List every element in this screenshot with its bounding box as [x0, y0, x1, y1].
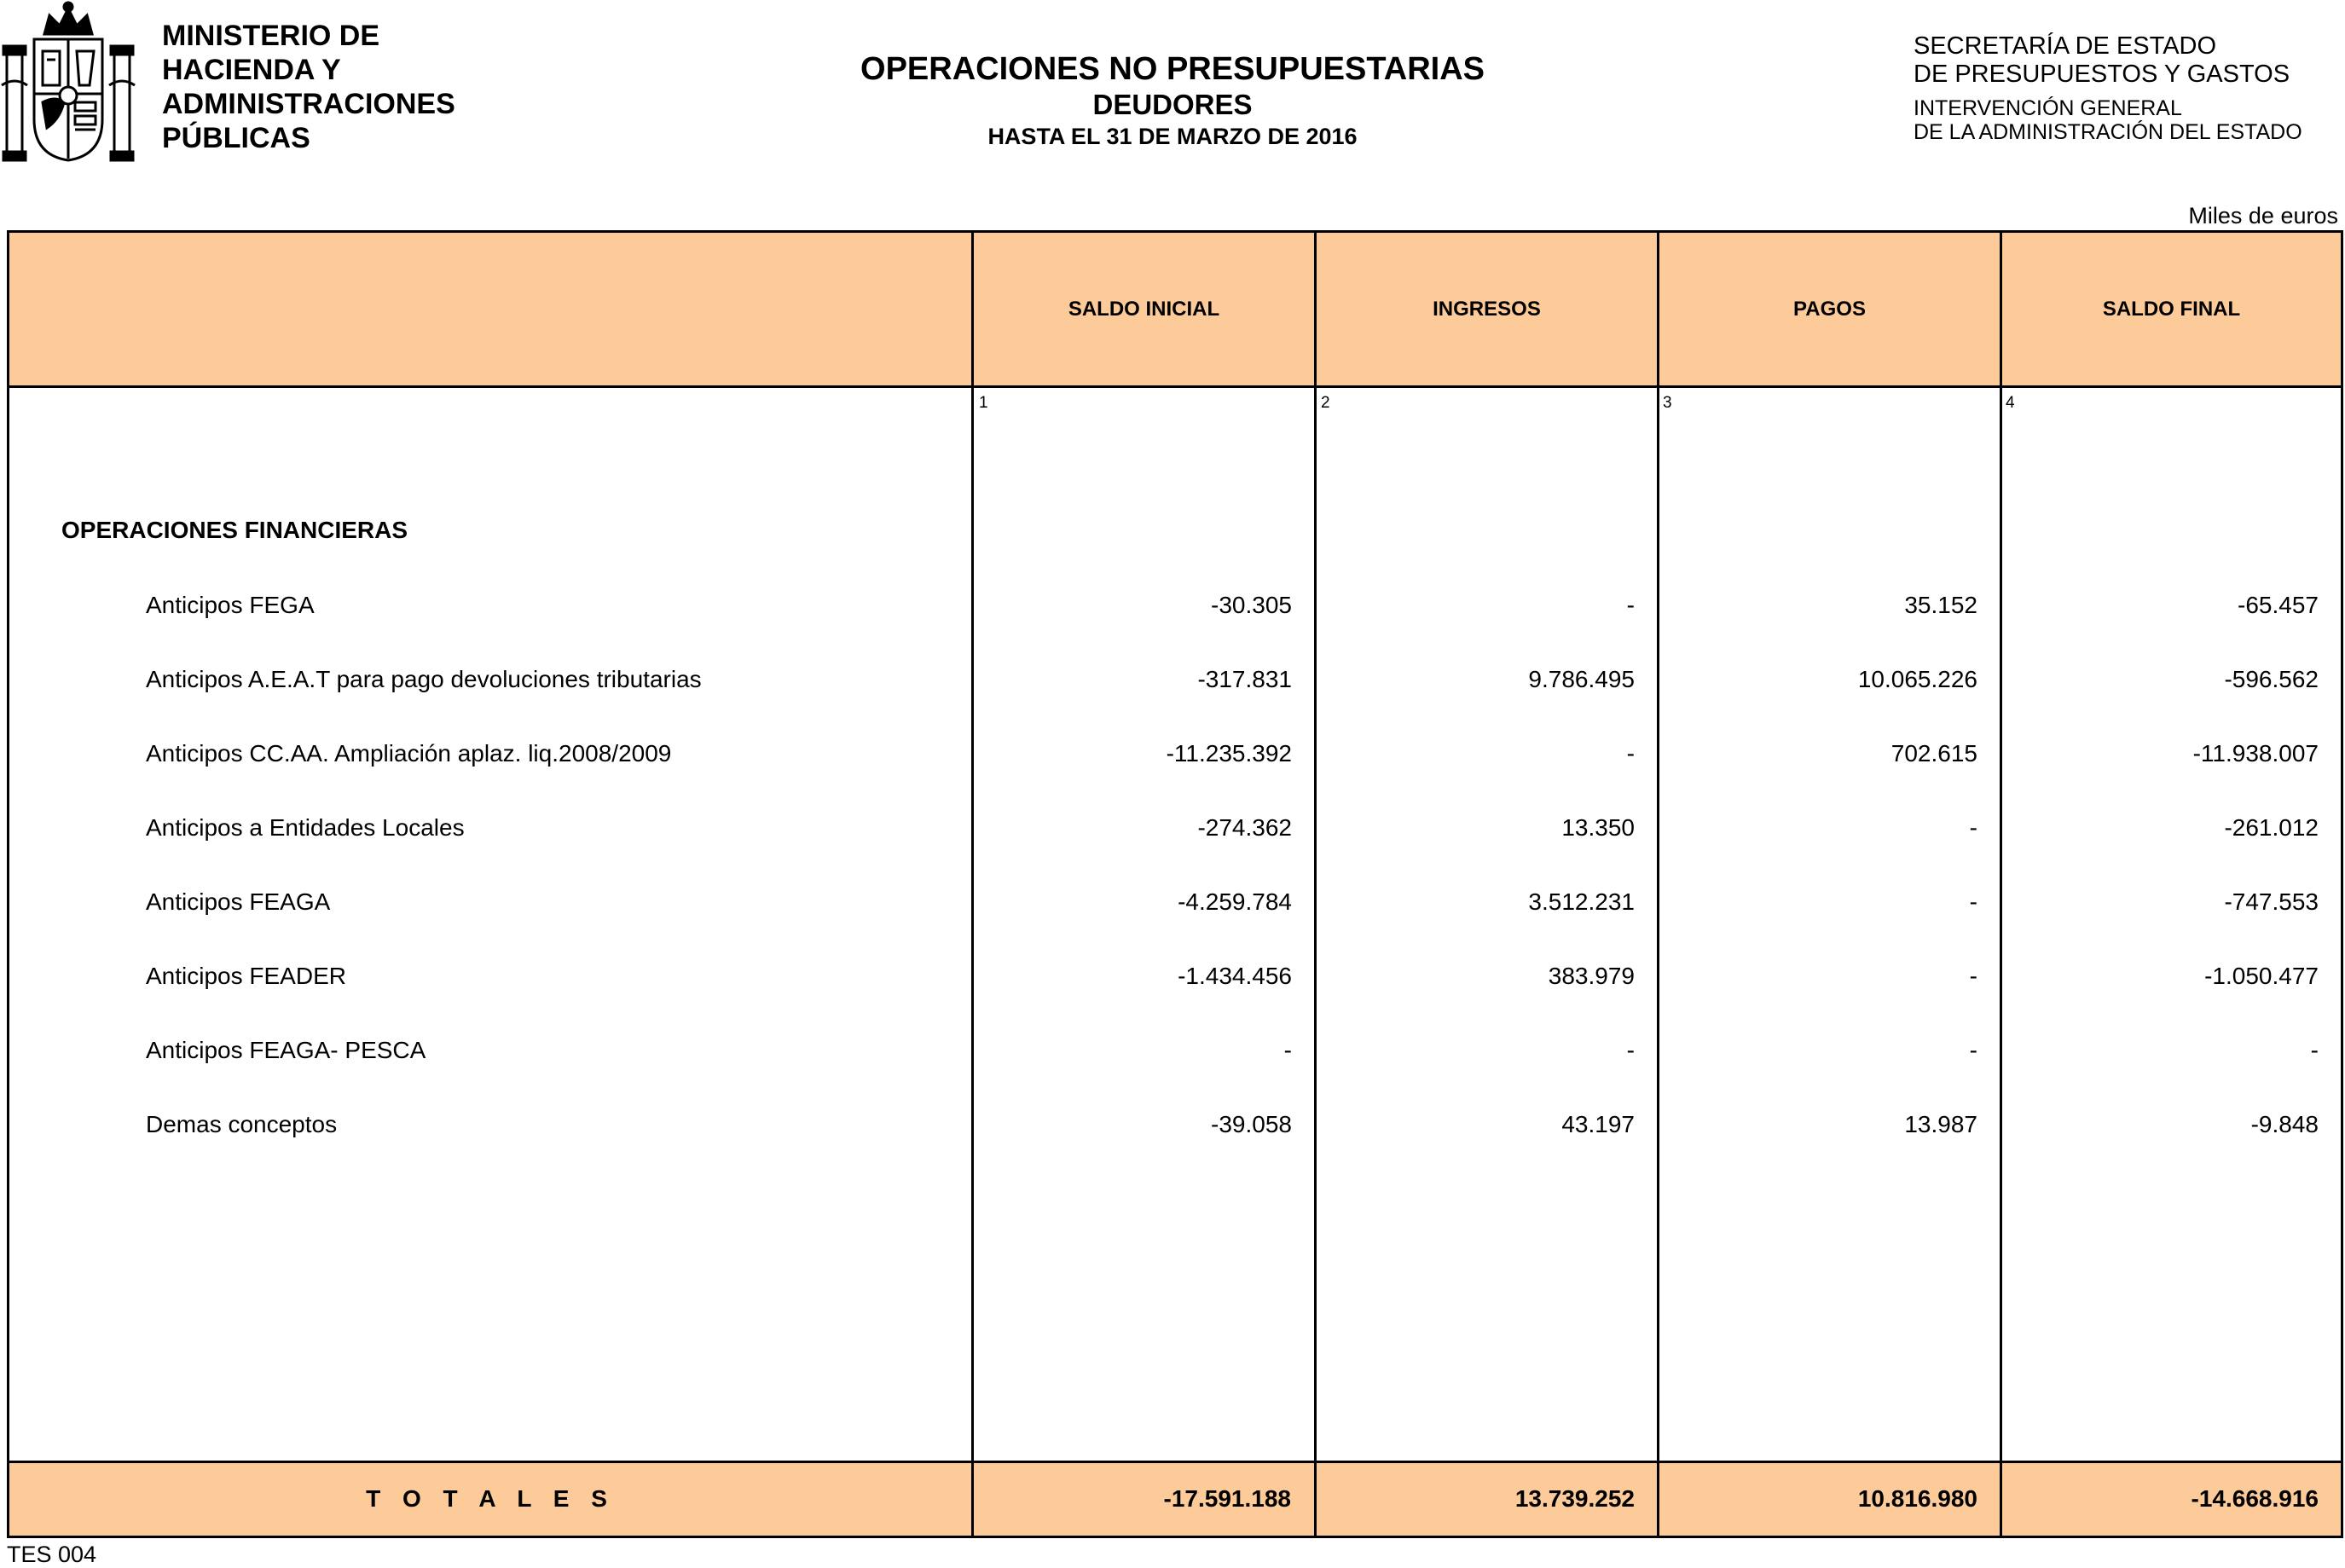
cell-pagos: 35.152	[1904, 592, 1977, 618]
report-period: HASTA EL 31 DE MARZO DE 2016	[987, 124, 1358, 149]
secretaria-block	[1914, 32, 2290, 89]
total-pagos: 10.816.980	[1857, 1485, 1977, 1512]
units-label: Miles de euros	[2188, 203, 2338, 229]
column-number: 3	[1663, 394, 1672, 412]
report-subtitle: DEUDORES	[1092, 89, 1253, 120]
row-label: Anticipos FEADER	[146, 963, 346, 989]
column-divider	[1657, 230, 1659, 1538]
column-number: 2	[1321, 394, 1330, 412]
row-label: Anticipos A.E.A.T para pago devoluciones tributarias	[146, 666, 702, 692]
cell-pagos: -	[1969, 814, 1977, 841]
cell-ingresos: 383.979	[1548, 963, 1635, 989]
ministry-name	[162, 19, 455, 155]
cell-ingresos: -	[1626, 740, 1635, 767]
cell-saldo-final: -	[2310, 1037, 2319, 1063]
column-header-saldo-inicial: SALDO INICIAL	[1068, 298, 1220, 321]
ministry-line: HACIENDA Y	[162, 54, 341, 86]
row-label: Anticipos FEAGA- PESCA	[146, 1037, 426, 1063]
cell-pagos: 10.065.226	[1857, 666, 1977, 692]
row-label: Anticipos CC.AA. Ampliación aplaz. liq.2008/2009	[146, 740, 672, 767]
intervencion-line: INTERVENCIÓN GENERAL	[1914, 96, 2182, 120]
cell-saldo-inicial: -317.831	[1197, 666, 1292, 692]
column-number: 4	[2006, 394, 2015, 412]
cell-pagos: 13.987	[1904, 1111, 1977, 1137]
section-title: OPERACIONES FINANCIERAS	[61, 517, 408, 543]
secretaria-line: SECRETARÍA DE ESTADO	[1914, 32, 2217, 60]
row-label: Demas conceptos	[146, 1111, 338, 1137]
cell-saldo-inicial: -4.259.784	[1178, 888, 1292, 915]
column-header-saldo-final: SALDO FINAL	[2102, 298, 2241, 321]
coat-of-arms-logo	[0, 0, 136, 164]
secretaria-line: DE PRESUPUESTOS Y GASTOS	[1914, 61, 2290, 88]
cell-saldo-inicial: -1.434.456	[1178, 963, 1292, 989]
totals-label: T O T A L E S	[366, 1485, 615, 1512]
cell-saldo-final: -1.050.477	[2204, 963, 2319, 989]
cell-pagos: 702.615	[1890, 740, 1977, 767]
cell-saldo-inicial: -30.305	[1211, 592, 1292, 618]
cell-ingresos: 9.786.495	[1528, 666, 1635, 692]
cell-saldo-final: -747.553	[2224, 888, 2319, 915]
total-saldo-final: -14.668.916	[2191, 1485, 2319, 1512]
column-header-ingresos: INGRESOS	[1433, 298, 1541, 321]
column-divider	[971, 230, 974, 1538]
footer-code: TES 004	[7, 1542, 97, 1567]
cell-ingresos: -	[1626, 1037, 1635, 1063]
cell-saldo-inicial: -11.235.392	[1166, 740, 1292, 767]
cell-saldo-inicial: -274.362	[1197, 814, 1292, 841]
ministry-line: ADMINISTRACIONES	[162, 88, 455, 120]
cell-pagos: -	[1969, 963, 1977, 989]
row-label: Anticipos FEAGA	[146, 888, 331, 915]
cell-saldo-final: -261.012	[2224, 814, 2319, 841]
intervencion-block	[1914, 96, 2302, 144]
table-frame	[7, 230, 2343, 1538]
row-label: Anticipos a Entidades Locales	[146, 814, 465, 841]
row-label: Anticipos FEGA	[146, 592, 315, 618]
column-header-pagos: PAGOS	[1793, 298, 1866, 321]
total-saldo-inicial: -17.591.188	[1163, 1485, 1291, 1512]
cell-ingresos: -	[1626, 592, 1635, 618]
cell-saldo-final: -596.562	[2224, 666, 2319, 692]
column-divider	[1314, 230, 1317, 1538]
cell-ingresos: 43.197	[1561, 1111, 1635, 1137]
column-number: 1	[979, 394, 988, 412]
cell-pagos: -	[1969, 888, 1977, 915]
intervencion-line: DE LA ADMINISTRACIÓN DEL ESTADO	[1914, 120, 2302, 144]
total-ingresos: 13.739.252	[1514, 1485, 1635, 1512]
report-title: OPERACIONES NO PRESUPUESTARIAS	[860, 51, 1485, 87]
ministry-line: MINISTERIO DE	[162, 20, 380, 52]
cell-ingresos: 3.512.231	[1528, 888, 1635, 915]
cell-saldo-inicial: -	[1283, 1037, 1292, 1063]
cell-saldo-inicial: -39.058	[1211, 1111, 1292, 1137]
report-title-block	[767, 49, 1578, 152]
cell-saldo-final: -11.938.007	[2192, 740, 2319, 767]
column-divider	[2000, 230, 2002, 1538]
cell-pagos: -	[1969, 1037, 1977, 1063]
cell-ingresos: 13.350	[1561, 814, 1635, 841]
ministry-line: PÚBLICAS	[162, 122, 310, 154]
cell-saldo-final: -9.848	[2250, 1111, 2319, 1137]
cell-saldo-final: -65.457	[2238, 592, 2319, 618]
